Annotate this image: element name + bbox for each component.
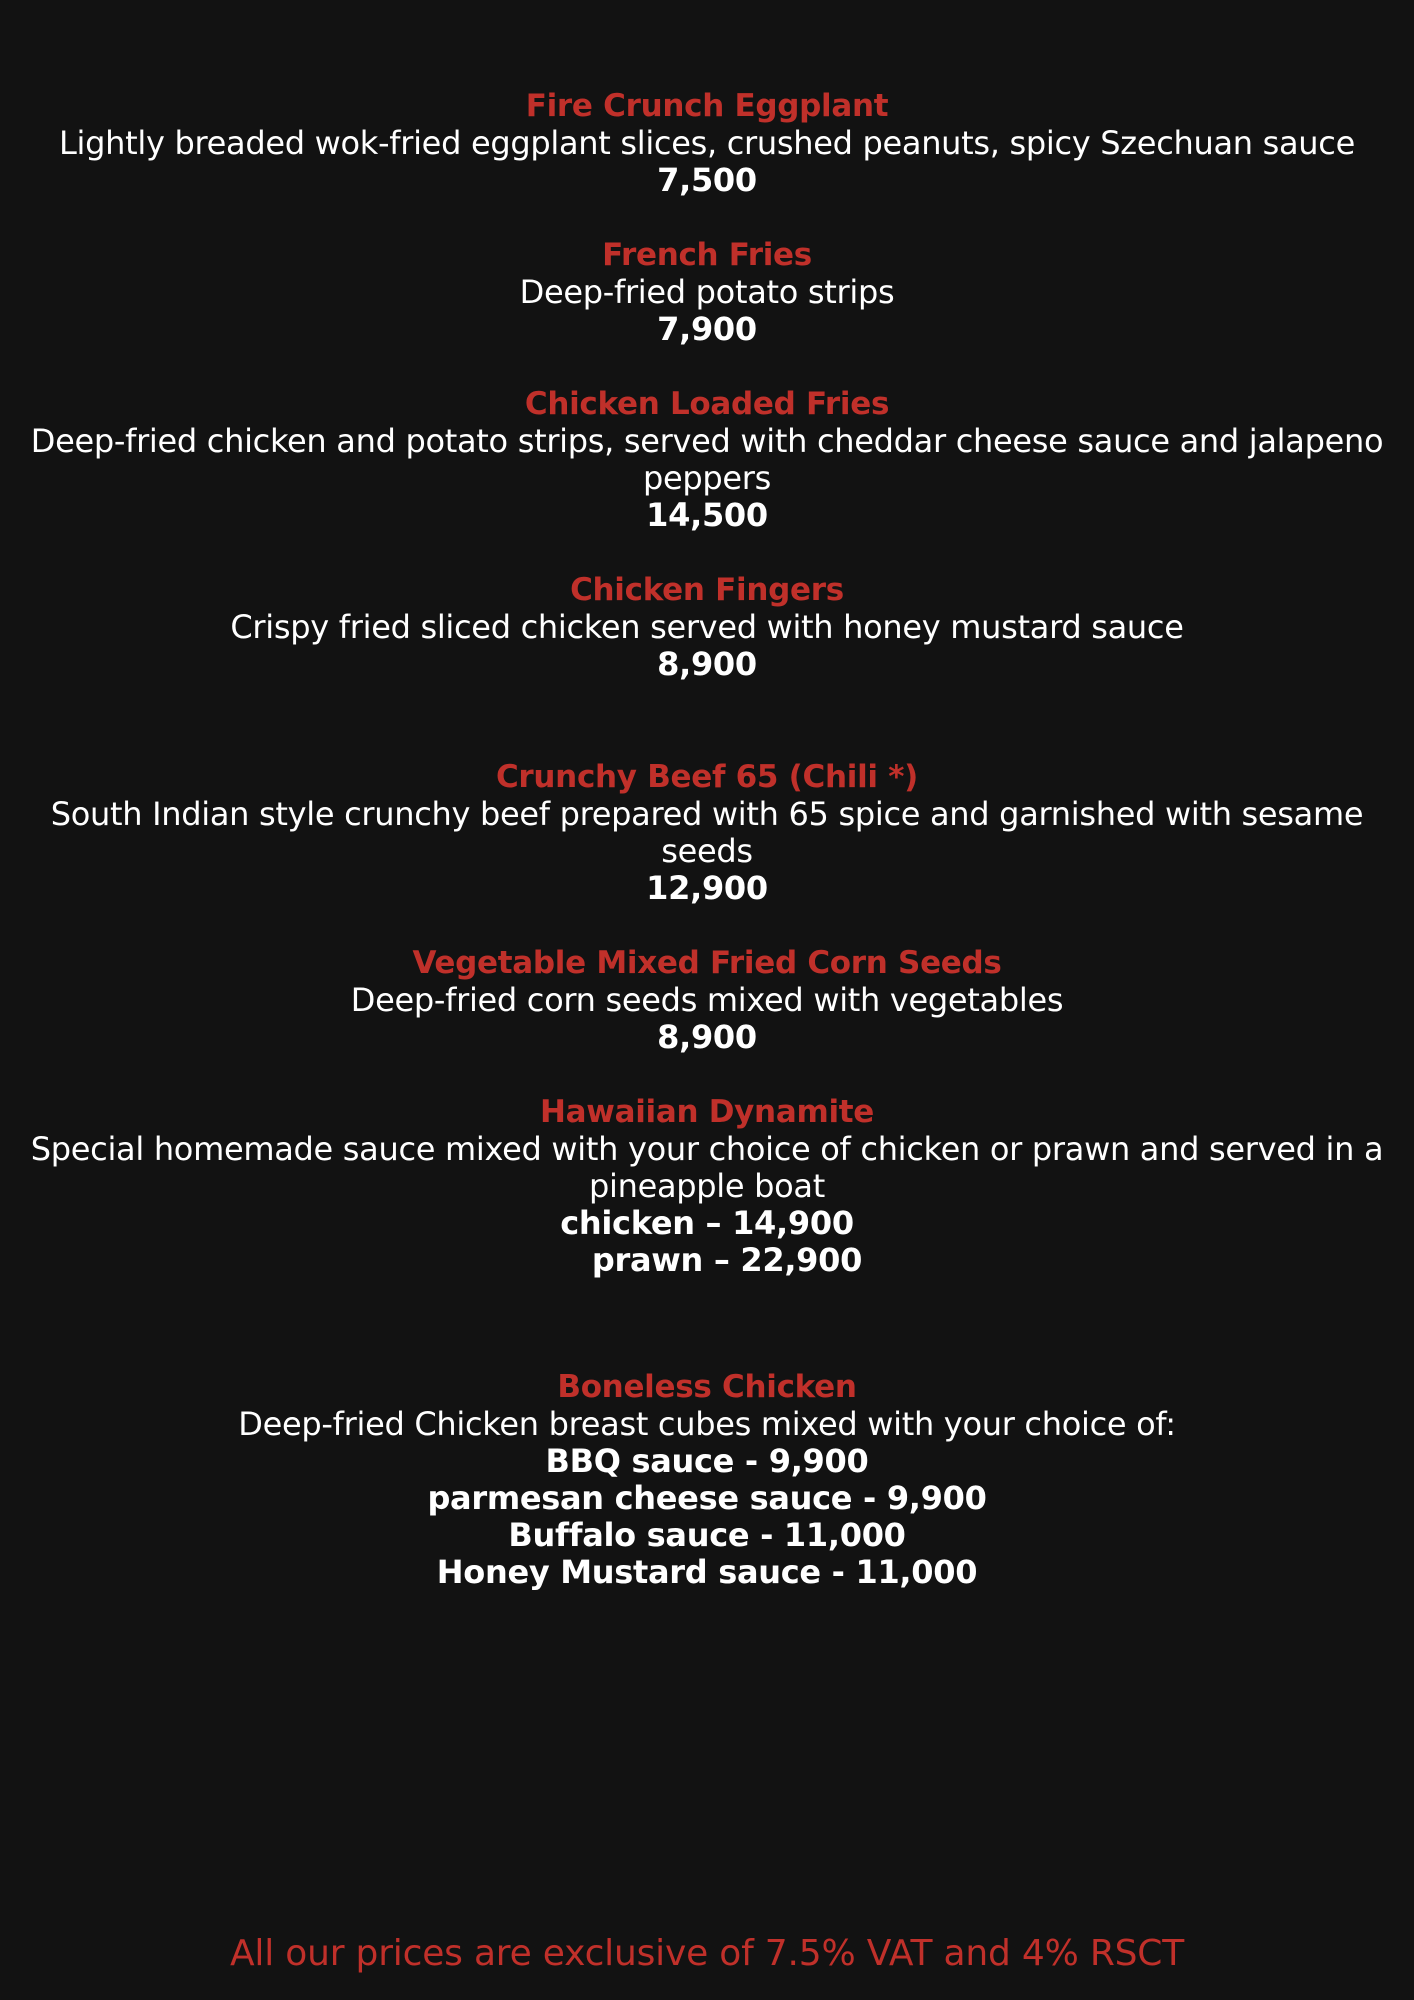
item-price: 8,900	[657, 645, 757, 683]
item-description: Deep-fried Chicken breast cubes mixed with your choice of:	[238, 1405, 1176, 1443]
item-price: 14,500	[646, 496, 768, 534]
item-name: Boneless Chicken	[557, 1369, 857, 1405]
item-name: French Fries	[602, 237, 812, 273]
menu-item	[0, 759, 1414, 907]
item-price: 7,900	[657, 310, 757, 348]
menu-item	[0, 945, 1414, 1056]
menu-item	[0, 386, 1414, 534]
vat-disclaimer: All our prices are exclusive of 7.5% VAT and 4% RSCT	[229, 1933, 1185, 1974]
item-price: 8,900	[657, 1018, 757, 1056]
item-name: Crunchy Beef 65 (Chili *)	[495, 759, 919, 795]
item-description: Crispy fried sliced chicken served with honey mustard sauce	[230, 608, 1184, 646]
menu-item	[0, 1369, 1414, 1591]
item-name: Vegetable Mixed Fried Corn Seeds	[412, 945, 1002, 981]
item-price: prawn – 22,900	[591, 1241, 863, 1279]
item-name: Hawaiian Dynamite	[539, 1094, 875, 1130]
item-description: Lightly breaded wok-fried eggplant slices, crushed peanuts, spicy Szechuan sauce	[59, 124, 1355, 162]
menu-list	[0, 88, 1414, 1591]
item-name: Chicken Loaded Fries	[524, 386, 890, 422]
menu-item	[0, 572, 1414, 683]
menu-item	[0, 237, 1414, 348]
menu-item	[0, 88, 1414, 199]
item-price: 12,900	[646, 869, 768, 907]
item-price: Honey Mustard sauce - 11,000	[436, 1553, 978, 1591]
item-price: BBQ sauce - 9,900	[545, 1442, 869, 1480]
item-price: Buffalo sauce - 11,000	[508, 1516, 906, 1554]
menu-item	[0, 1094, 1414, 1279]
item-name: Chicken Fingers	[570, 572, 844, 608]
item-description: Special homemade sauce mixed with your choice of chicken or prawn and served in a pineapple boat	[30, 1130, 1384, 1205]
item-price: chicken – 14,900	[560, 1204, 854, 1242]
item-price: parmesan cheese sauce - 9,900	[427, 1479, 987, 1517]
item-description: South Indian style crunchy beef prepared with 65 spice and garnished with sesame seeds	[50, 795, 1364, 870]
item-price: 7,500	[657, 161, 757, 199]
item-name: Fire Crunch Eggplant	[525, 88, 889, 124]
item-description: Deep-fried corn seeds mixed with vegetables	[350, 981, 1064, 1019]
item-description: Deep-fried potato strips	[519, 273, 895, 311]
item-description: Deep-fried chicken and potato strips, served with cheddar cheese sauce and jalapeno peppers	[30, 422, 1384, 497]
